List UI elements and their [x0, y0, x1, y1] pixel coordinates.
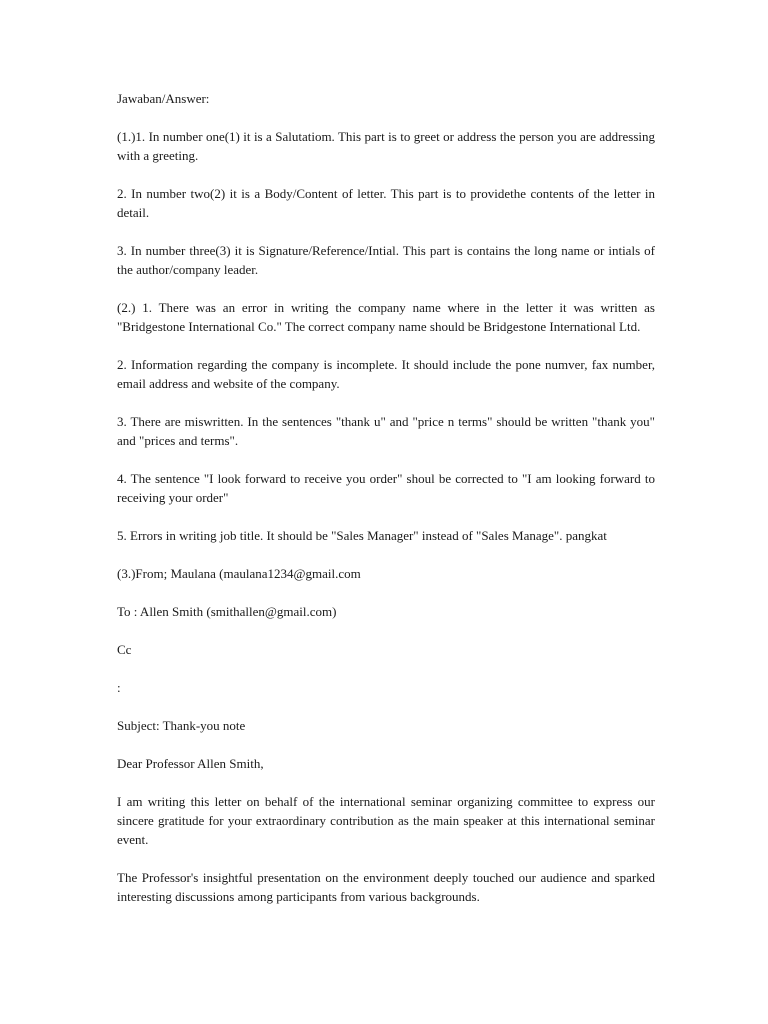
answer2-item3: 3. There are miswritten. In the sentences "thank u" and "price n terms" should be written "thank you" and "prices and terms".	[117, 414, 655, 448]
answer2-item5: 5. Errors in writing job title. It should be "Sales Manager" instead of "Sales Manage". pangkat	[117, 528, 607, 543]
email-from-line: (3.)From; Maulana (maulana1234@gmail.com	[117, 566, 361, 581]
document-page	[117, 89, 655, 925]
answer2-item4: 4. The sentence "I look forward to receive you order" shoul be corrected to "I am looking forward to receiving your order"	[117, 471, 655, 505]
letter-body-paragraph-1: I am writing this letter on behalf of the international seminar organizing committee to express our sincere gratitude for your extraordinary contribution as the main speaker at this international seminar event.	[117, 794, 655, 847]
answer2-item2: 2. Information regarding the company is incomplete. It should include the pone numver, fax number, email address and website of the company.	[117, 357, 655, 391]
answer1-item2: 2. In number two(2) it is a Body/Content of letter. This part is to providethe contents of the letter in detail.	[117, 186, 655, 220]
answer-heading: Jawaban/Answer:	[117, 91, 210, 106]
email-cc-colon: :	[117, 680, 121, 695]
answer2-item1: (2.) 1. There was an error in writing the company name where in the letter it was written as "Bridgestone International Co." The correct company name should be Bridgestone International Ltd.	[117, 300, 655, 334]
email-to-line: To : Allen Smith (smithallen@gmail.com)	[117, 604, 337, 619]
answer1-item3: 3. In number three(3) it is Signature/Reference/Intial. This part is contains the long name or intials of the author/company leader.	[117, 243, 655, 277]
answer1-item1: (1.)1. In number one(1) it is a Salutatiom. This part is to greet or address the person you are addressing with a greeting.	[117, 129, 655, 163]
letter-body-paragraph-2: The Professor's insightful presentation on the environment deeply touched our audience and sparked interesting discussions among participants from various backgrounds.	[117, 870, 655, 904]
email-cc-label: Cc	[117, 642, 132, 657]
email-subject-line: Subject: Thank-you note	[117, 718, 246, 733]
letter-greeting: Dear Professor Allen Smith,	[117, 756, 264, 771]
